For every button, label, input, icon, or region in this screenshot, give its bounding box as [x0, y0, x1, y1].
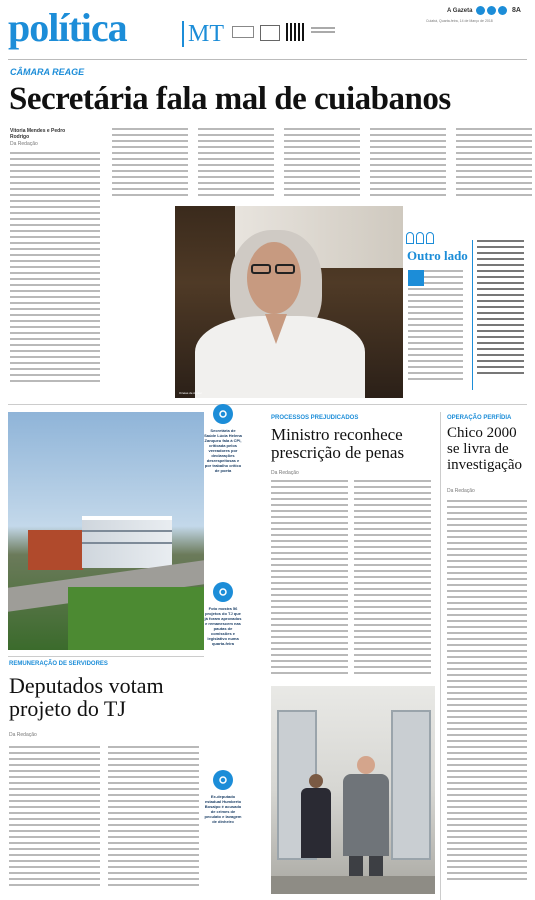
story-three-headline[interactable]: Chico 2000 se livra de investigação: [447, 425, 522, 473]
qr-code-icon: [286, 23, 304, 41]
people-icon: [406, 232, 436, 246]
story-four-desk: Da Redação: [9, 732, 37, 738]
date-line: Cuiabá, Quarta-feira, 14 de Março de 2018: [426, 19, 493, 23]
main-photo-credit: Ozeias de Aguiar: [179, 391, 202, 395]
tag-box-1[interactable]: [232, 26, 254, 38]
story-three-desk: Da Redação: [447, 488, 475, 494]
main-photo: [175, 206, 403, 398]
rail-item-2-icon: [213, 582, 233, 602]
box-body: [408, 270, 463, 388]
story-four-body: [9, 746, 199, 894]
facebook-icon[interactable]: [476, 6, 485, 15]
phone-icon: [260, 25, 280, 41]
section-divider: [182, 21, 184, 47]
story-three-kicker: OPERAÇÃO PERFÍDIA: [447, 415, 512, 421]
column-divider: [440, 412, 441, 900]
story-four-kicker: REMUNERAÇÃO DE SERVIDORES: [9, 661, 108, 667]
header-rule: [8, 59, 527, 60]
story-two-body: [271, 480, 431, 680]
qr-caption: [311, 27, 335, 37]
story-two-desk: Da Redação: [271, 470, 299, 476]
main-body-top-cols: [112, 128, 532, 204]
rail-item-1-text: Secretária de Saúde Lúcia Helena Zanqueu fala à CPI, criticada pelos vereadores por declarações desrespeitosas e por trabalho crítico de poeta: [204, 428, 242, 473]
story-two-kicker: PROCESSOS PREJUDICADOS: [271, 415, 359, 421]
rail-item-1-icon: [213, 404, 233, 424]
section-title: política: [8, 5, 127, 50]
rail-item-3-icon: [213, 770, 233, 790]
section-rule-2: [8, 656, 204, 657]
main-body-col-1: [10, 152, 100, 388]
main-kicker: CÂMARA REAGE: [10, 67, 85, 77]
court-photo: [271, 686, 435, 894]
rail-item-3-text: Ex-deputado estadual Humberto Bosaipo é acusado de crimes de peculato e lavagem de dinheiro: [204, 794, 242, 824]
building-photo: [8, 412, 204, 650]
twitter-icon[interactable]: [487, 6, 496, 15]
section-region: MT: [188, 21, 224, 47]
box-side-text: [472, 240, 524, 390]
section-rule-1: [8, 404, 527, 405]
main-desk: Da Redação: [10, 141, 38, 147]
story-three-body: [447, 500, 527, 892]
main-headline[interactable]: Secretária fala mal de cuiabanos: [9, 81, 451, 117]
box-title: Outro lado: [407, 248, 468, 263]
page-number: 8A: [512, 7, 521, 14]
story-two-headline[interactable]: Ministro reconhece prescrição de penas: [271, 425, 405, 462]
main-byline: Vitoria Mendes e Pedro Rodrigo: [10, 128, 66, 140]
story-four-headline[interactable]: Deputados votam projeto do TJ: [9, 673, 164, 722]
newspaper-name: A Gazeta: [447, 8, 473, 14]
rail-item-2-text: Foto mostra 56 projetos do TJ que já foram aprovados e remanescem nas pautas de comissões e legislativo numa quarta-feira: [204, 606, 242, 646]
instagram-icon[interactable]: [498, 6, 507, 15]
rail: [204, 404, 242, 900]
